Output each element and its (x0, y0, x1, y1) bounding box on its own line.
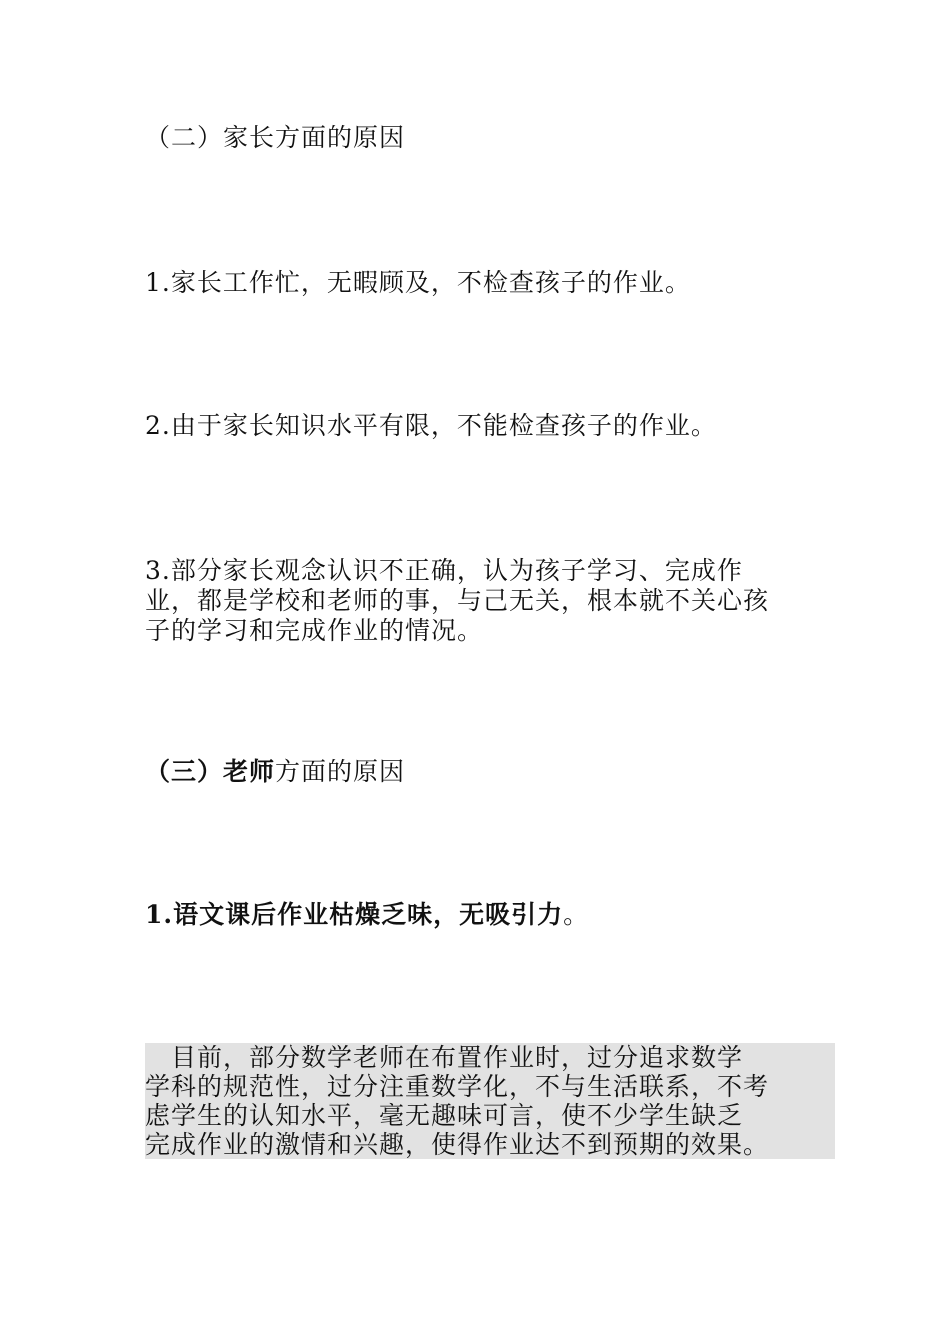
section-heading-teachers-rest: 方面的原因 (275, 757, 406, 786)
teachers-item-1 (145, 900, 589, 930)
parents-item-3-line-2: 业，都是学校和老师的事，与己无关，根本就不关心孩 (145, 586, 770, 615)
section-heading-parents: （二）家长方面的原因 (145, 123, 406, 152)
parents-item-3 (145, 556, 805, 646)
teachers-paragraph-line-3: 虑学生的认知水平，毫无趣味可言，使不少学生缺乏 (145, 1101, 835, 1130)
parents-item-1: 1.家长工作忙，无暇顾及，不检查孩子的作业。 (145, 268, 691, 297)
section-heading-teachers (145, 757, 405, 787)
teachers-paragraph-line-2: 学科的规范性，过分注重数学化，不与生活联系，不考 (145, 1072, 835, 1101)
teachers-item-1-rest: 。 (563, 900, 590, 929)
teachers-paragraph-line-1: 目前，部分数学老师在布置作业时，过分追求数学 (145, 1043, 835, 1072)
parents-item-3-line-1: 3.部分家长观念认识不正确，认为孩子学习、完成作 (145, 556, 743, 585)
parents-item-3-line-3: 子的学习和完成作业的情况。 (145, 616, 484, 645)
parents-item-2: 2.由于家长知识水平有限，不能检查孩子的作业。 (145, 411, 717, 440)
teachers-item-1-bold: 1.语文课后作业枯燥乏味，无吸引力 (145, 900, 564, 929)
teachers-paragraph-line-4: 完成作业的激情和兴趣，使得作业达不到预期的效果。 (145, 1130, 835, 1159)
section-heading-teachers-bold: （三）老师 (145, 757, 276, 786)
teachers-paragraph (145, 1043, 835, 1159)
